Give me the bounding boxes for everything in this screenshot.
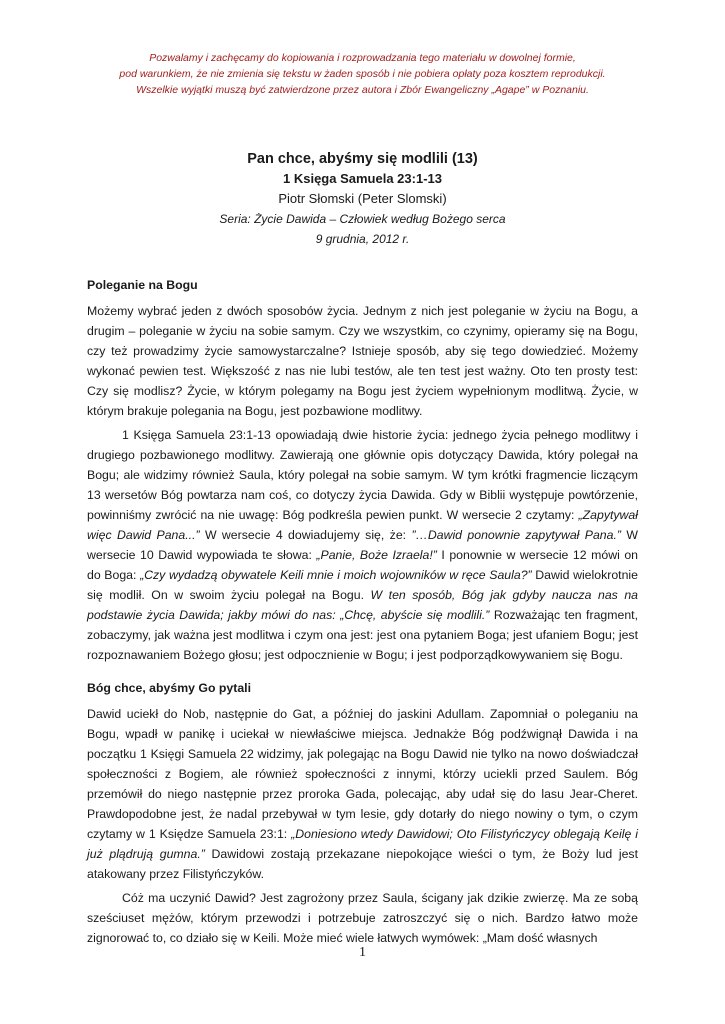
section-heading: Poleganie na Bogu bbox=[87, 278, 198, 292]
text-run: I ponownie w wersecie 12 mówi on do Boga: bbox=[87, 548, 638, 582]
paragraph bbox=[87, 425, 638, 665]
text-run: Rozważając ten fragment, zobaczymy, jak ważna jest modlitwa i czym ona jest: jest ona pytaniem Boga; jest ufaniem Bogu; jest rozpoznawaniem Bożego głosu; jest odpocznienie w Bogu; i jest podporządkowywaniem się Bogu. bbox=[87, 608, 638, 662]
section-pytanie bbox=[87, 678, 638, 948]
series: Seria: Życie Dawida – Człowiek według Bożego serca bbox=[219, 212, 506, 226]
quote: „Panie, Boże Izraela!” bbox=[316, 548, 437, 562]
text-run: 1 Księga Samuela 23:1-13 opowiadają dwie historie życia: jednego życia pełnego modlitwy i drugiego pozbawionego modlitwy. Zawierają one głównie opis dotyczący Dawida, który polegał na Bogu; ale widzimy również Saula, który polegał na sobie samym. W tym krótki fragmencie liczącym 13 wersetów Bóg powtarza nam coś, co dotyczy życia Dawida. Gdy w Biblii występuje powtórzenie, powinniśmy zwrócić na nie uwagę: Bóg podkreśla pewien punkt. W wersecie 2 czytamy: bbox=[87, 428, 638, 522]
author: Piotr Słomski (Peter Slomski) bbox=[278, 191, 447, 206]
quote: „Czy wydadzą obywatele Keili mnie i moich wojowników w ręce Saula?” bbox=[140, 568, 532, 582]
scripture-reference: 1 Księga Samuela 23:1-13 bbox=[283, 171, 442, 186]
paragraph: Możemy wybrać jeden z dwóch sposobów życia. Jednym z nich jest poleganie w życiu na Bogu, a drugim – poleganie w życiu na sobie samym. Czy we wszystkim, co czynimy, opieramy się na Bogu, czy też prowadzimy życie samowystarczalne? Istnieje sposób, aby się tego dowiedzieć. Możemy wykonać pewien test. Większość z nas nie lubi testów, ale ten test jest ważny. Oto ten prosty test: Czy się modlisz? Życie, w którym polegamy na Bogu jest życiem wypełnionym modlitwą. Życie, w którym brakuje polegania na Bogu, jest pozbawione modlitwy. bbox=[87, 304, 638, 418]
section-poleganie bbox=[87, 275, 638, 665]
title-block bbox=[87, 149, 638, 249]
copyright-notice bbox=[60, 50, 665, 98]
section-heading: Bóg chce, abyśmy Go pytali bbox=[87, 681, 252, 695]
emphasis: W ten sposób, Bóg jak gdyby naucza nas na podstawie życia Dawida; jakby mówi do nas: „Chcę, abyście się modlili.” bbox=[87, 588, 639, 622]
paragraph bbox=[87, 704, 638, 884]
date: 9 grudnia, 2012 r. bbox=[315, 232, 410, 246]
notice-line-2: pod warunkiem, że nie zmienia się tekstu w żaden sposób i nie pobiera opłaty poza kosztem reprodukcji. bbox=[119, 68, 606, 80]
sermon-title: Pan chce, abyśmy się modlili (13) bbox=[247, 151, 478, 167]
text-run: W wersecie 10 Dawid wypowiada te słowa: bbox=[87, 528, 638, 562]
page-number: 1 bbox=[359, 945, 366, 960]
notice-line-1: Pozwalamy i zachęcamy do kopiowania i rozprowadzania tego materiału w dowolnej formie, bbox=[149, 52, 576, 64]
quote: ”…Dawid ponownie zapytywał Pana.” bbox=[411, 528, 621, 542]
notice-line-3: Wszelkie wyjątki muszą być zatwierdzone przez autora i Zbór Ewangeliczny „Agape” w Poznaniu. bbox=[136, 84, 589, 96]
quote: „Zapytywał więc Dawid Pana...” bbox=[87, 508, 638, 542]
text-run: W wersecie 4 dowiadujemy się, że: bbox=[199, 528, 412, 542]
text-run: Dawid wielokrotnie się modlił. On w swoim życiu polegał na Bogu. bbox=[87, 568, 638, 602]
paragraph: Cóż ma uczynić Dawid? Jest zagrożony przez Saula, ścigany jak dzikie zwierzę. Ma ze sobą sześciuset mężów, którym przewodzi i potrzebuje zatroszczyć się o nich. Bardzo łatwo może zignorować to, co działo się w Keili. Może mieć wiele łatwych wymówek: „Mam dość własnych bbox=[87, 891, 638, 945]
quote: „Doniesiono wtedy Dawidowi; Oto Filistyńczycy oblegają Keilę i już plądrują gumna.” bbox=[87, 827, 638, 861]
text-run: Dawid uciekł do Nob, następnie do Gat, a później do jaskini Adullam. Zapomniał o poleganiu na Bogu, wpadł w panikę i uciekał w niewłaściwe miejsca. Jednakże Bóg podźwignął Dawida i na początku 1 Księgi Samuela 22 widzimy, jak polegając na Bogu Dawid nie tylko na nowo doświadczał społeczności z Bogiem, ale również społeczności z innymi, którzy uciekli przed Saulem. Bóg przemówił do niego następnie przez proroka Gada, polecając, aby udał się do lasu Jear-Cheret. Prawdopodobne jest, że nadal przebywał w tym lesie, gdy dotarły do niego nowiny o tym, o czym czytamy w 1 Księdze Samuela 23:1: bbox=[87, 707, 638, 841]
text-run: Dawidowi zostają przekazane niepokojące wieści o tym, że Boży lud jest atakowany przez Filistyńczyków. bbox=[87, 847, 639, 881]
